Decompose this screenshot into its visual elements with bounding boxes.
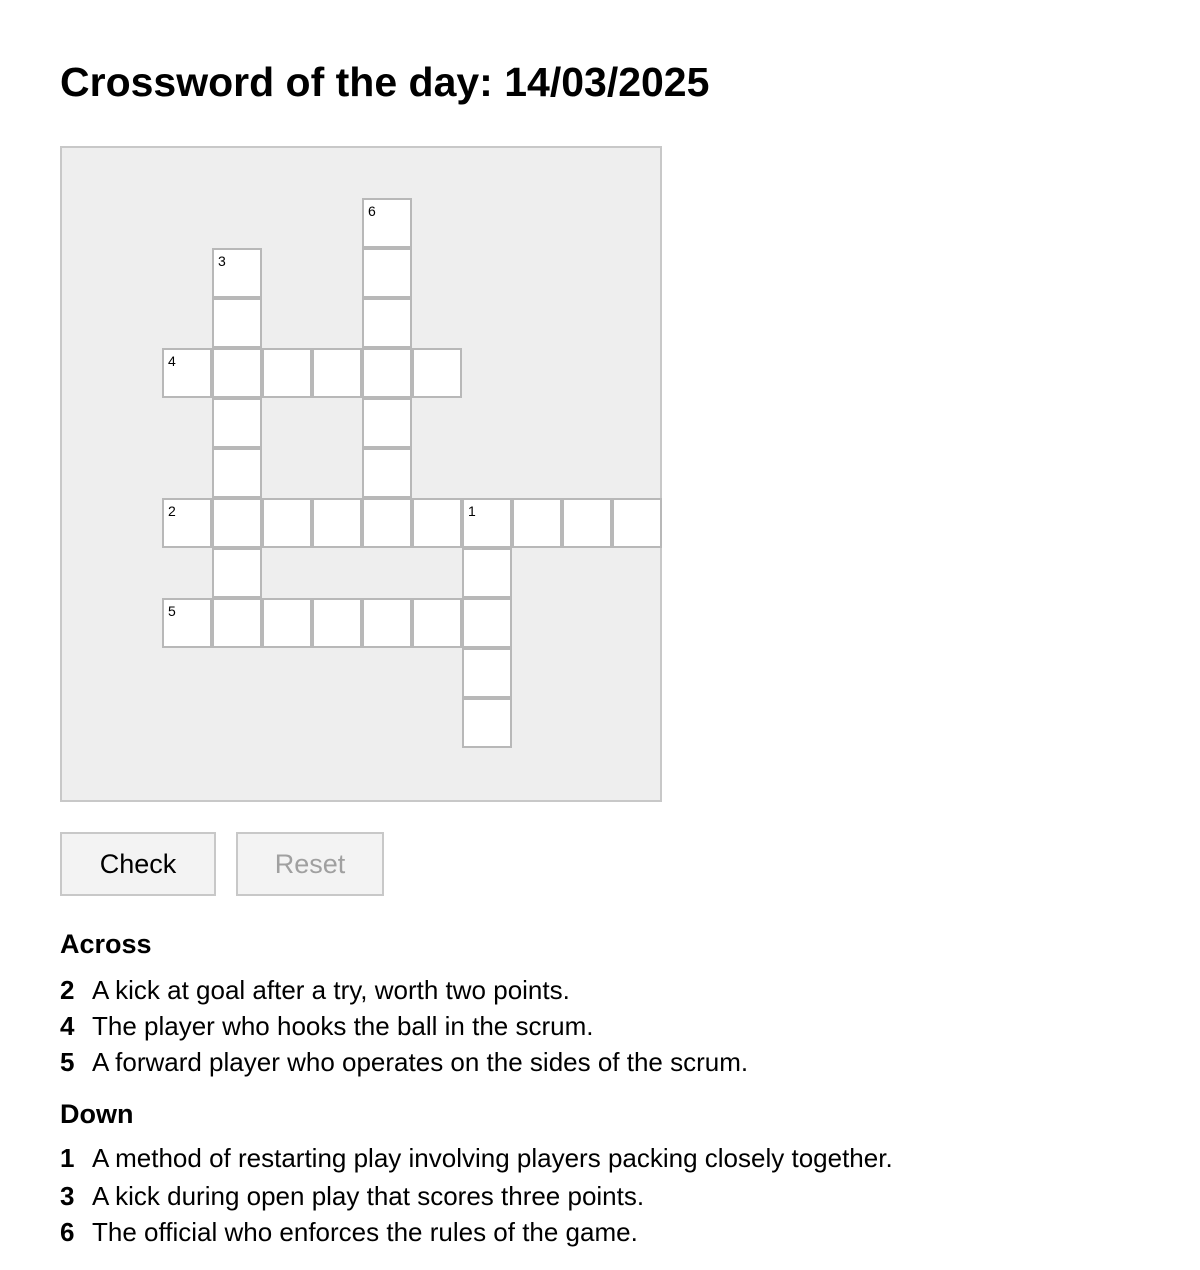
crossword-cell[interactable] — [262, 498, 312, 548]
crossword-cell[interactable] — [562, 498, 612, 548]
across-heading: Across — [60, 929, 152, 959]
clue-text: A forward player who operates on the sides of the scrum. — [92, 1047, 749, 1077]
crossword-cell[interactable] — [462, 548, 512, 598]
crossword-cell[interactable] — [262, 348, 312, 398]
crossword-cell[interactable] — [462, 498, 512, 548]
clue-number: 5 — [60, 1047, 75, 1077]
crossword-cell[interactable] — [162, 598, 212, 648]
crossword-cell[interactable] — [462, 598, 512, 648]
crossword-cell[interactable] — [212, 398, 262, 448]
crossword-cell[interactable] — [412, 348, 462, 398]
crossword-cell[interactable] — [312, 598, 362, 648]
across-clue — [60, 1045, 748, 1079]
crossword-cell[interactable] — [212, 548, 262, 598]
crossword-cell[interactable] — [212, 448, 262, 498]
down-clue — [60, 1179, 644, 1213]
check-button[interactable]: Check — [60, 832, 216, 896]
crossword-cell[interactable] — [312, 498, 362, 548]
clue-text: A kick at goal after a try, worth two points. — [92, 975, 570, 1005]
clue-number: 2 — [60, 975, 75, 1005]
crossword-cell[interactable] — [212, 248, 262, 298]
across-clue — [60, 1009, 593, 1043]
clue-text: A kick during open play that scores three points. — [92, 1181, 645, 1211]
cell-number: 2 — [168, 503, 176, 519]
crossword-cell[interactable] — [362, 398, 412, 448]
crossword-cell[interactable] — [262, 598, 312, 648]
crossword-cell[interactable] — [362, 348, 412, 398]
crossword-cell[interactable] — [412, 498, 462, 548]
crossword-cell[interactable] — [312, 348, 362, 398]
clue-text: The player who hooks the ball in the scrum. — [92, 1011, 594, 1041]
crossword-cell[interactable] — [612, 498, 662, 548]
cell-number: 1 — [468, 503, 476, 519]
cell-number: 4 — [168, 353, 176, 369]
clue-text: The official who enforces the rules of the game. — [92, 1217, 638, 1247]
crossword-cell[interactable] — [362, 248, 412, 298]
clue-text: A method of restarting play involving players packing closely together. — [92, 1143, 893, 1173]
crossword-cell[interactable] — [212, 598, 262, 648]
crossword-cell[interactable] — [512, 498, 562, 548]
clue-number: 4 — [60, 1011, 75, 1041]
crossword-cell[interactable] — [212, 348, 262, 398]
crossword-cell[interactable] — [412, 598, 462, 648]
cell-number: 5 — [168, 603, 176, 619]
page-title: Crossword of the day: 14/03/2025 — [60, 59, 710, 105]
crossword-cell[interactable] — [362, 598, 412, 648]
clue-number: 1 — [60, 1143, 75, 1173]
across-clue — [60, 973, 570, 1007]
down-clue — [60, 1141, 893, 1175]
crossword-cell[interactable] — [362, 498, 412, 548]
crossword-cell[interactable] — [462, 648, 512, 698]
reset-button[interactable]: Reset — [236, 832, 384, 896]
clue-number: 3 — [60, 1181, 75, 1211]
crossword-cell[interactable] — [362, 448, 412, 498]
crossword-cell[interactable] — [462, 698, 512, 748]
cell-number: 6 — [368, 203, 376, 219]
crossword-cell[interactable] — [162, 348, 212, 398]
crossword-cell[interactable] — [362, 198, 412, 248]
down-heading: Down — [60, 1099, 134, 1129]
crossword-cell[interactable] — [162, 498, 212, 548]
crossword-cell[interactable] — [362, 298, 412, 348]
down-clue — [60, 1215, 638, 1249]
cell-number: 3 — [218, 253, 226, 269]
crossword-cell[interactable] — [212, 298, 262, 348]
clue-number: 6 — [60, 1217, 75, 1247]
crossword-grid — [60, 146, 662, 802]
crossword-cell[interactable] — [212, 498, 262, 548]
